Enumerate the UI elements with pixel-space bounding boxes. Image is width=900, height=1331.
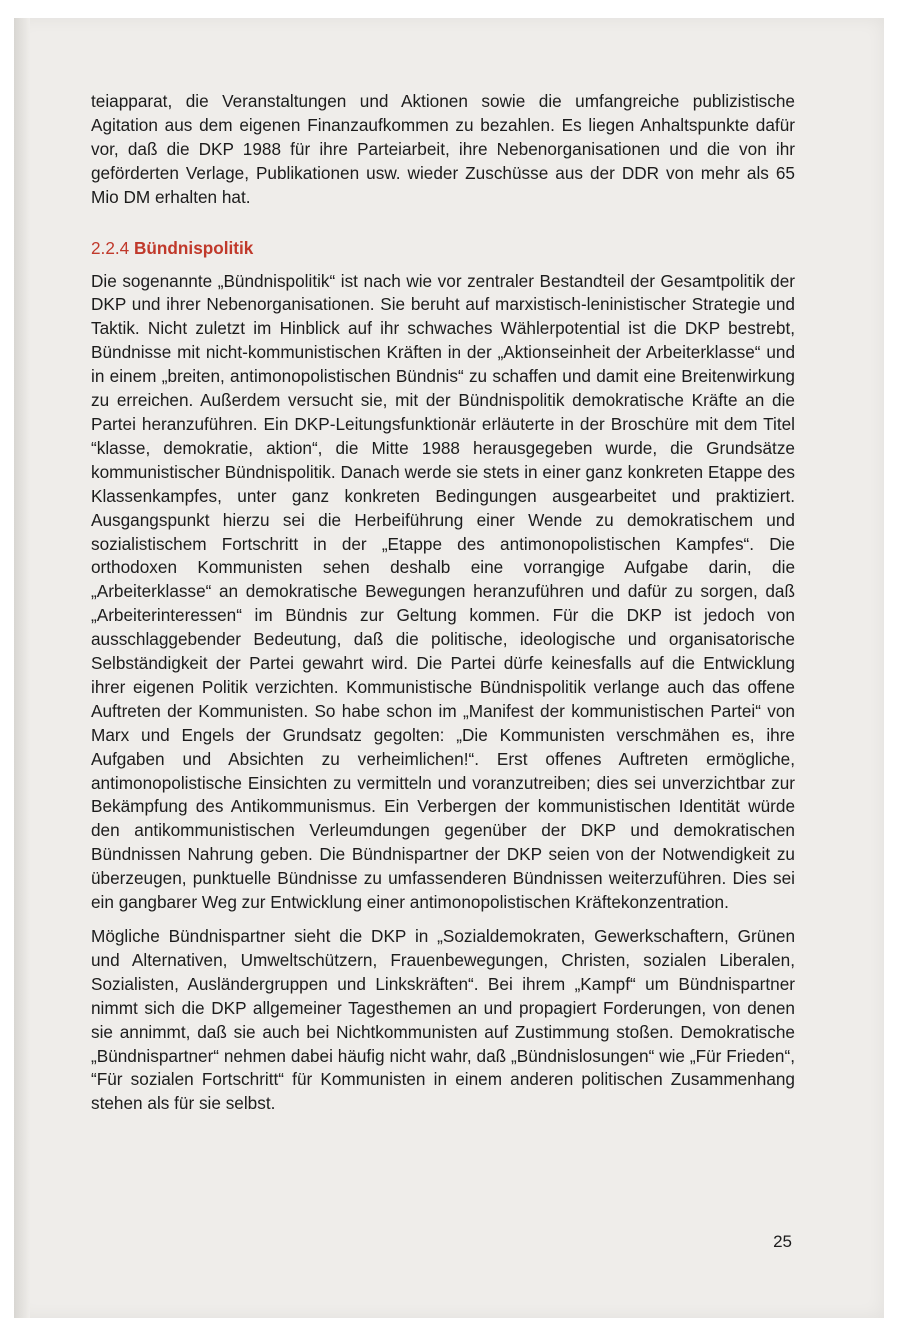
paragraph-buendnispolitik-2: Mögliche Bündnispartner sieht die DKP in „Sozialdemokraten, Gewerkschaftern, Grünen und Alternativen, Umweltschützern, Frauenbewegungen, Christen, sozialen Liberalen, Sozialisten, Ausländergruppen und Linkskräften“. Bei ihrem „Kampf“ um Bündnispartner nimmt sich die DKP allgemeiner Tagesthemen an und propagiert Forderungen, von denen sie annimmt, daß sie auch bei Nichtkommunisten auf Zustimmung stoßen. Demokratische „Bündnispartner“ nehmen dabei häufig nicht wahr, daß „Bündnislosungen“ wie „Für Frieden“, “Für sozialen Fortschritt“ für Kommunisten in einem anderen politischen Zusammenhang stehen als für sie selbst. (91, 926, 795, 1114)
paragraph-continuation: teiapparat, die Veranstaltungen und Aktionen sowie die umfangreiche publizistische Agitation aus dem eigenen Finanzaufkommen zu bezahlen. Es liegen Anhaltspunkte dafür vor, daß die DKP 1988 für ihre Parteiarbeit, ihre Nebenorganisationen und die von ihr geförderten Verlage, Publikationen usw. wieder Zuschüsse aus der DDR von mehr als 65 Mio DM erhalten hat. (91, 91, 795, 207)
section-title: Bündnispolitik (134, 237, 254, 258)
section-number: 2.2.4 (91, 237, 130, 258)
document-page (14, 18, 884, 1318)
section-heading (91, 236, 795, 260)
page-content (91, 90, 795, 1116)
paragraph-buendnispolitik-1: Die sogenannte „Bündnispolitik“ ist nach wie vor zentraler Bestandteil der Gesamtpolitik der DKP und ihrer Nebenorganisationen. Sie beruht auf marxistisch-leninistischer Strategie und Taktik. Nicht zuletzt im Hinblick auf ihr schwaches Wählerpotential ist die DKP bestrebt, Bündnisse mit nicht-kommunistischen Kräften in der „Aktionseinheit der Arbeiterklasse“ und in einem „breiten, antimonopolistischen Bündnis“ zu schaffen und damit eine Breitenwirkung zu erreichen. Außerdem versucht sie, mit der Bündnispolitik demokratische Kräfte an die Partei heranzuführen. Ein DKP-Leitungsfunktionär erläuterte in der Broschüre mit dem Titel “klasse, demokratie, aktion“, die Mitte 1988 herausgegeben wurde, die Grundsätze kommunistischer Bündnispolitik. Danach werde sie stets in einer ganz konkreten Etappe des Klassenkampfes, unter ganz konkreten Bedingungen ausgearbeitet und praktiziert. Ausgangspunkt hierzu sei die Herbeiführung einer Wende zu demokratischem und sozialistischem Fortschritt in der „Etappe des antimonopolistischen Kampfes“. Die orthodoxen Kommunisten sehen deshalb eine vorrangige Aufgabe darin, die „Arbeiterklasse“ an demokratische Bewegungen heranzuführen und dafür zu sorgen, daß „Arbeiterinteressen“ im Bündnis zur Geltung kommen. Für die DKP ist jedoch von ausschlaggebender Bedeutung, daß die politische, ideologische und organisatorische Selbständigkeit der Partei gewahrt wird. Die Partei dürfe keinesfalls auf die Entwicklung ihrer eigenen Politik verzichten. Kommunistische Bündnispolitik verlange auch das offene Auftreten der Kommunisten. So habe schon im „Manifest der kommunistischen Partei“ von Marx und Engels der Grundsatz gegolten: „Die Kommunisten verschmähen es, ihre Aufgaben und Absichten zu verheimlichen!“. Erst offenes Auftreten ermögliche, antimonopolistische Einsichten zu vermitteln und voranzutreiben; dies sei unverzichtbar zur Bekämpfung des Antikommunismus. Ein Verbergen der kommunistischen Identität würde den antikommunistischen Verleumdungen gegenüber der DKP und demokratischen Bündnissen Nahrung geben. Die Bündnispartner der DKP seien von der Notwendigkeit zu überzeugen, punktuelle Bündnisse zu umfassenderen Bündnissen weiterzuführen. Dies sei ein gangbarer Weg zur Entwicklung einer antimonopolistischen Kräftekonzentration. (91, 270, 795, 913)
page-binding-edge (14, 18, 30, 1318)
page-number: 25 (773, 1232, 792, 1251)
